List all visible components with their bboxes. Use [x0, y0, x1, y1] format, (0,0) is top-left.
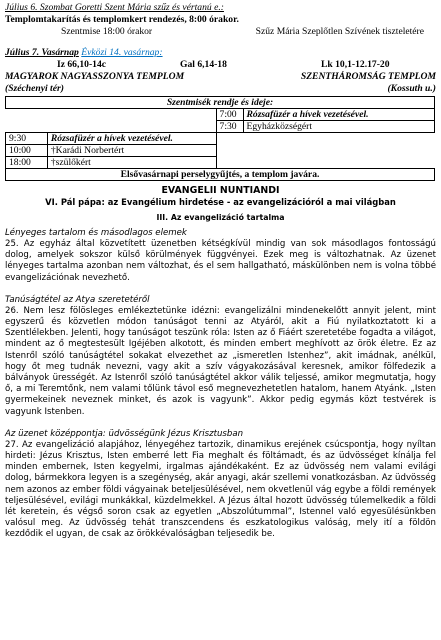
- sunday-heading: [5, 47, 436, 59]
- schedule-left-time: 10:00: [6, 145, 48, 157]
- block-paragraph: 26. Nem lesz fölösleges emlékeztetünke idézni: evangelizálni mindenekelőtt annyit jelent, mint egyszerű és közvetlen módon tanúságot tenni az Atyáról, akit a Fiú nyilatkoztatott ki a Szentlélekben. Jelenti, hogy tanúságot teszünk róla: Isten az ő Fiáért szeretetébe fogadta a világot, mindent az ő megtestesült Igéjében alkotott, és minden embert meghívott az örök életre. Ez az Istenről szóló tanúságtétel sokakat elvezethet az „ismeretlen Istenhez”, akit imádnak, anélkül, hogy őt meg tudnák nevezni, vagy akit a szív vágyakozásával keresnek, amikor fölfedezik a bálványok ürességét. Az Istenről szóló tanúságtétel akkor válik teljessé, amikor megmutatja, hogy ő, a mi Teremtőnk, nem valami tőlünk távol eső megnevezhetetlen hatalom, hanem Atyánk. „Isten gyermekeinek neveznek minket, és azok is vagyunk”. Akkor pedig egymás közt testvérek is vagyunk Istenben.: [5, 305, 436, 417]
- church-address-line: [5, 83, 436, 95]
- schedule-right-time: 7:30: [216, 121, 243, 133]
- church-right-address: (Kossuth u.): [387, 83, 436, 94]
- churches-line: [5, 71, 436, 83]
- church-left-name: MAGYAROK NAGYASSZONYA TEMPLOM: [5, 71, 185, 82]
- readings-line: [5, 59, 436, 71]
- block-paragraph: 27. Az evangelizáció alapjához, lényegéhez tartozik, dinamikus erejének csúcspontja, hogy nyíltan hirdeti: Jézus Krisztus, Isten emberré lett Fia meghalt és föltámadt, és az üdvösséget kínálja fel minden embernek, Isten kegyelmi, irgalmas ajándékaként. Ez az üdvösség nem valami evilági dolog, bármekkora legyen is a szegénység, akár anyagi, akár szellemi vonatkozásban. Az üdvösség nem azonos az ember földi vágyainak beteljesülésével, nem okvetlenül vág egybe a földi remények teljesülésével, evilági munkákkal, küzdelmekkel. A Jézus által hozott üdvösség túlemelkedik a földi lét keretein, és végső soron csak az egyetlen „Abszolútummal”, Istennel való egyesülésünkben valósul meg. Az üdvösség tehát transzcendens és eszkatologikus valóság, mely ití a földön kezdődik el ugyan, de csak az örökkévalóságban teljesedik be.: [5, 439, 436, 540]
- block-heading: Az üzenet középpontja: üdvösségünk Jézus Krisztusban: [5, 428, 244, 439]
- schedule-left-time: 9:30: [6, 133, 48, 145]
- article-subtitle: VI. Pál pápa: az Evangélium hirdetése - az evangelizációról a mai világban: [45, 197, 396, 207]
- saturday-mass-line: [5, 26, 436, 38]
- schedule-title: Szentmisék rendje és ideje:: [6, 97, 435, 109]
- saturday-mass-time: Szentmise 18:00 órakor: [61, 26, 153, 37]
- block-paragraph: 25. Az egyház által közvetített üzenetben kétségkívül mindig van sok másodlagos fontosságú dolog, amelyek sokszor külső körülmények függvényei. Ezek meg is változhatnak. Az üzenet lényeges tartalma azonban nem változhat, és el sem hallgatható, máskülönben nem is volna többé evangelizációnak nevezhető.: [5, 239, 436, 283]
- block-heading: Lényeges tartalom és másodlagos elemek: [5, 228, 187, 238]
- schedule-right-text: Egyházközségért: [243, 121, 435, 133]
- schedule-right-time: 7:00: [216, 109, 243, 121]
- cleaning-notice: Templomtakarítás és templomkert rendezés, 8:00 órakor.: [5, 14, 239, 25]
- reading-2: Gal 6,14-18: [180, 59, 227, 70]
- schedule-right-text: Rózsafüzér a hívek vezetésével.: [243, 109, 435, 121]
- saturday-heading: Július 6. Szombat Goretti Szent Mária szűz és vértanú e.:: [5, 2, 224, 13]
- block-heading: Tanúságtétel az Atya szeretetéről: [5, 294, 150, 305]
- article-title: EVANGELII NUNTIANDI: [161, 185, 280, 196]
- collection-notice: Elsővasárnapi perselygyűjtés, a templom javára.: [6, 169, 435, 181]
- article-body: [5, 228, 436, 541]
- sunday-date: Július 7. Vasárnap: [5, 47, 79, 58]
- mass-schedule-table: [5, 96, 435, 181]
- schedule-left-text: †szülőkért: [47, 157, 216, 169]
- reading-3: Lk 10,1-12.17-20: [321, 59, 390, 70]
- church-right-name: SZENTHÁROMSÁG TEMPLOM: [300, 71, 436, 82]
- reading-1: Iz 66,10-14c: [57, 59, 107, 70]
- schedule-left-text: †Karádi Norbertért: [47, 145, 216, 157]
- schedule-left-text: Rózsafüzér a hívek vezetésével.: [47, 133, 216, 145]
- schedule-left-time: 18:00: [6, 157, 48, 169]
- article-section: III. Az evangelizáció tartalma: [156, 213, 285, 222]
- saturday-mass-intention: Szűz Mária Szeplőtlen Szívének tiszteletére: [255, 26, 424, 37]
- church-left-address: (Széchenyi tér): [5, 83, 64, 94]
- sunday-name: Évközi 14. vasárnap:: [81, 47, 163, 58]
